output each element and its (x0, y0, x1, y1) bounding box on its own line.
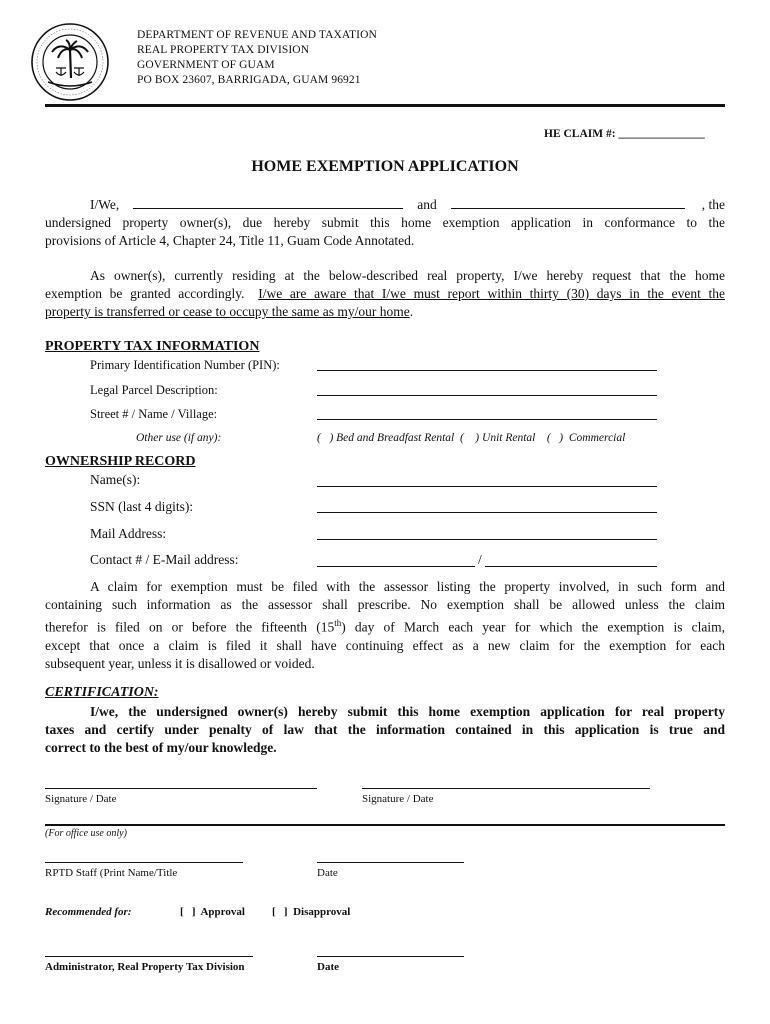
request-line2-plain: exemption be granted accordingly. (45, 286, 245, 301)
certification-line2: taxes and certify under penalty of law that the information contained in this application is true and (45, 722, 725, 737)
header-government: GOVERNMENT OF GUAM (137, 59, 275, 71)
claim-number (544, 128, 705, 140)
ownership-section-heading: OWNERSHIP RECORD (45, 454, 196, 469)
administrator-date-field[interactable] (317, 956, 464, 957)
rptd-date-field[interactable] (317, 862, 464, 863)
administrator-field[interactable] (45, 956, 253, 957)
signature-left-label: Signature / Date (45, 793, 117, 805)
intro-the: , the (701, 197, 725, 212)
rptd-date-label: Date (317, 867, 338, 879)
approval-checkbox[interactable]: [ ] Approval (180, 906, 245, 918)
request-line3-end: . (409, 304, 414, 319)
ssn-field[interactable] (317, 512, 657, 513)
intro-line3: provisions of Article 4, Chapter 24, Title 11, Guam Code Annotated. (45, 233, 415, 248)
claim-paragraph (45, 578, 725, 673)
mail-address-label: Mail Address: (90, 526, 167, 541)
owner-name-2-field[interactable] (451, 196, 685, 209)
claim-text-line2: containing such information as the assessor shall prescribe. No exemption shall be allowed unless the claim (45, 597, 725, 612)
other-use-options[interactable]: ( ) Bed and Breadfast Rental ( ) Unit Rental ( ) Commercial (317, 432, 626, 444)
office-use-note: (For office use only) (45, 828, 127, 839)
contact-phone-field[interactable] (317, 566, 475, 567)
request-line1: As owner(s), currently residing at the below-described real property, I/we hereby request that the home (90, 268, 725, 283)
pin-label: Primary Identification Number (PIN): (90, 358, 280, 372)
certification-heading: CERTIFICATION: (45, 685, 159, 700)
claim-text-line3b: ) day of March each year for which the exemption is claim, (341, 619, 725, 635)
rptd-staff-label: RPTD Staff (Print Name/Title (45, 867, 178, 879)
intro-paragraph (45, 196, 725, 250)
claim-text-line1: A claim for exemption must be filed with the assessor listing the property involved, in such form and (90, 579, 725, 594)
request-line3-underlined: property is transferred or cease to occupy the same as my/our home (45, 304, 410, 319)
property-section-heading: PROPERTY TAX INFORMATION (45, 339, 260, 354)
mail-address-field[interactable] (317, 539, 657, 540)
contact-label: Contact # / E-Mail address: (90, 552, 239, 567)
street-label: Street # / Name / Village: (90, 407, 218, 421)
street-field[interactable] (317, 419, 657, 420)
request-paragraph (45, 267, 725, 321)
administrator-label: Administrator, Real Property Tax Division (45, 961, 245, 973)
contact-email-field[interactable] (485, 566, 657, 567)
header-department: DEPARTMENT OF REVENUE AND TAXATION (137, 29, 377, 41)
request-line2-underlined: I/we are aware that I/we must report within thirty (30) days in the event the (258, 286, 726, 301)
claim-text-line4: except that once a claim is filed it shall have continuing effect as a new claim for the exemption for each (45, 637, 725, 653)
administrator-date-label: Date (317, 961, 339, 973)
page-title: HOME EXEMPTION APPLICATION (251, 158, 519, 175)
contact-slash: / (478, 552, 482, 567)
claim-text-line3a: therefor is filed on or before the fifteenth (15 (45, 619, 335, 635)
owner-name-1-field[interactable] (133, 196, 403, 209)
certification-text (45, 703, 725, 757)
certification-line1: I/we, the undersigned owner(s) hereby submit this home exemption application for real property (90, 704, 725, 719)
intro-prefix: I/We, (90, 197, 120, 212)
rptd-staff-field[interactable] (45, 862, 243, 863)
intro-line2: undersigned property owner(s), due hereby submit this home exemption application in conformance to the (45, 215, 725, 230)
ssn-label: SSN (last 4 digits): (90, 499, 194, 514)
names-field[interactable] (317, 486, 657, 487)
recommended-label: Recommended for: (45, 906, 132, 918)
disapproval-checkbox[interactable]: [ ] Disapproval (272, 906, 351, 918)
signature-left-field[interactable] (45, 788, 317, 789)
claim-text-line5: subsequent year, unless it is disallowed or voided. (45, 655, 315, 671)
signature-right-field[interactable] (362, 788, 650, 789)
other-use-label: Other use (if any): (136, 432, 222, 444)
header-address: PO BOX 23607, BARRIGADA, GUAM 96921 (137, 74, 361, 86)
header-division: REAL PROPERTY TAX DIVISION (137, 44, 310, 56)
pin-field[interactable] (317, 370, 657, 371)
header-divider (45, 104, 725, 107)
parcel-field[interactable] (317, 395, 657, 396)
claim-text-line3-sup: th (334, 618, 342, 628)
names-label: Name(s): (90, 472, 141, 487)
signature-right-label: Signature / Date (362, 793, 434, 805)
intro-and: and (417, 197, 437, 212)
parcel-label: Legal Parcel Description: (90, 383, 218, 397)
claim-number-label: HE CLAIM #: (544, 128, 616, 140)
office-divider (45, 824, 725, 826)
government-seal (30, 22, 110, 102)
claim-number-blank[interactable]: _______________ (618, 128, 705, 140)
certification-line3: correct to the best of my/our knowledge. (45, 740, 277, 755)
